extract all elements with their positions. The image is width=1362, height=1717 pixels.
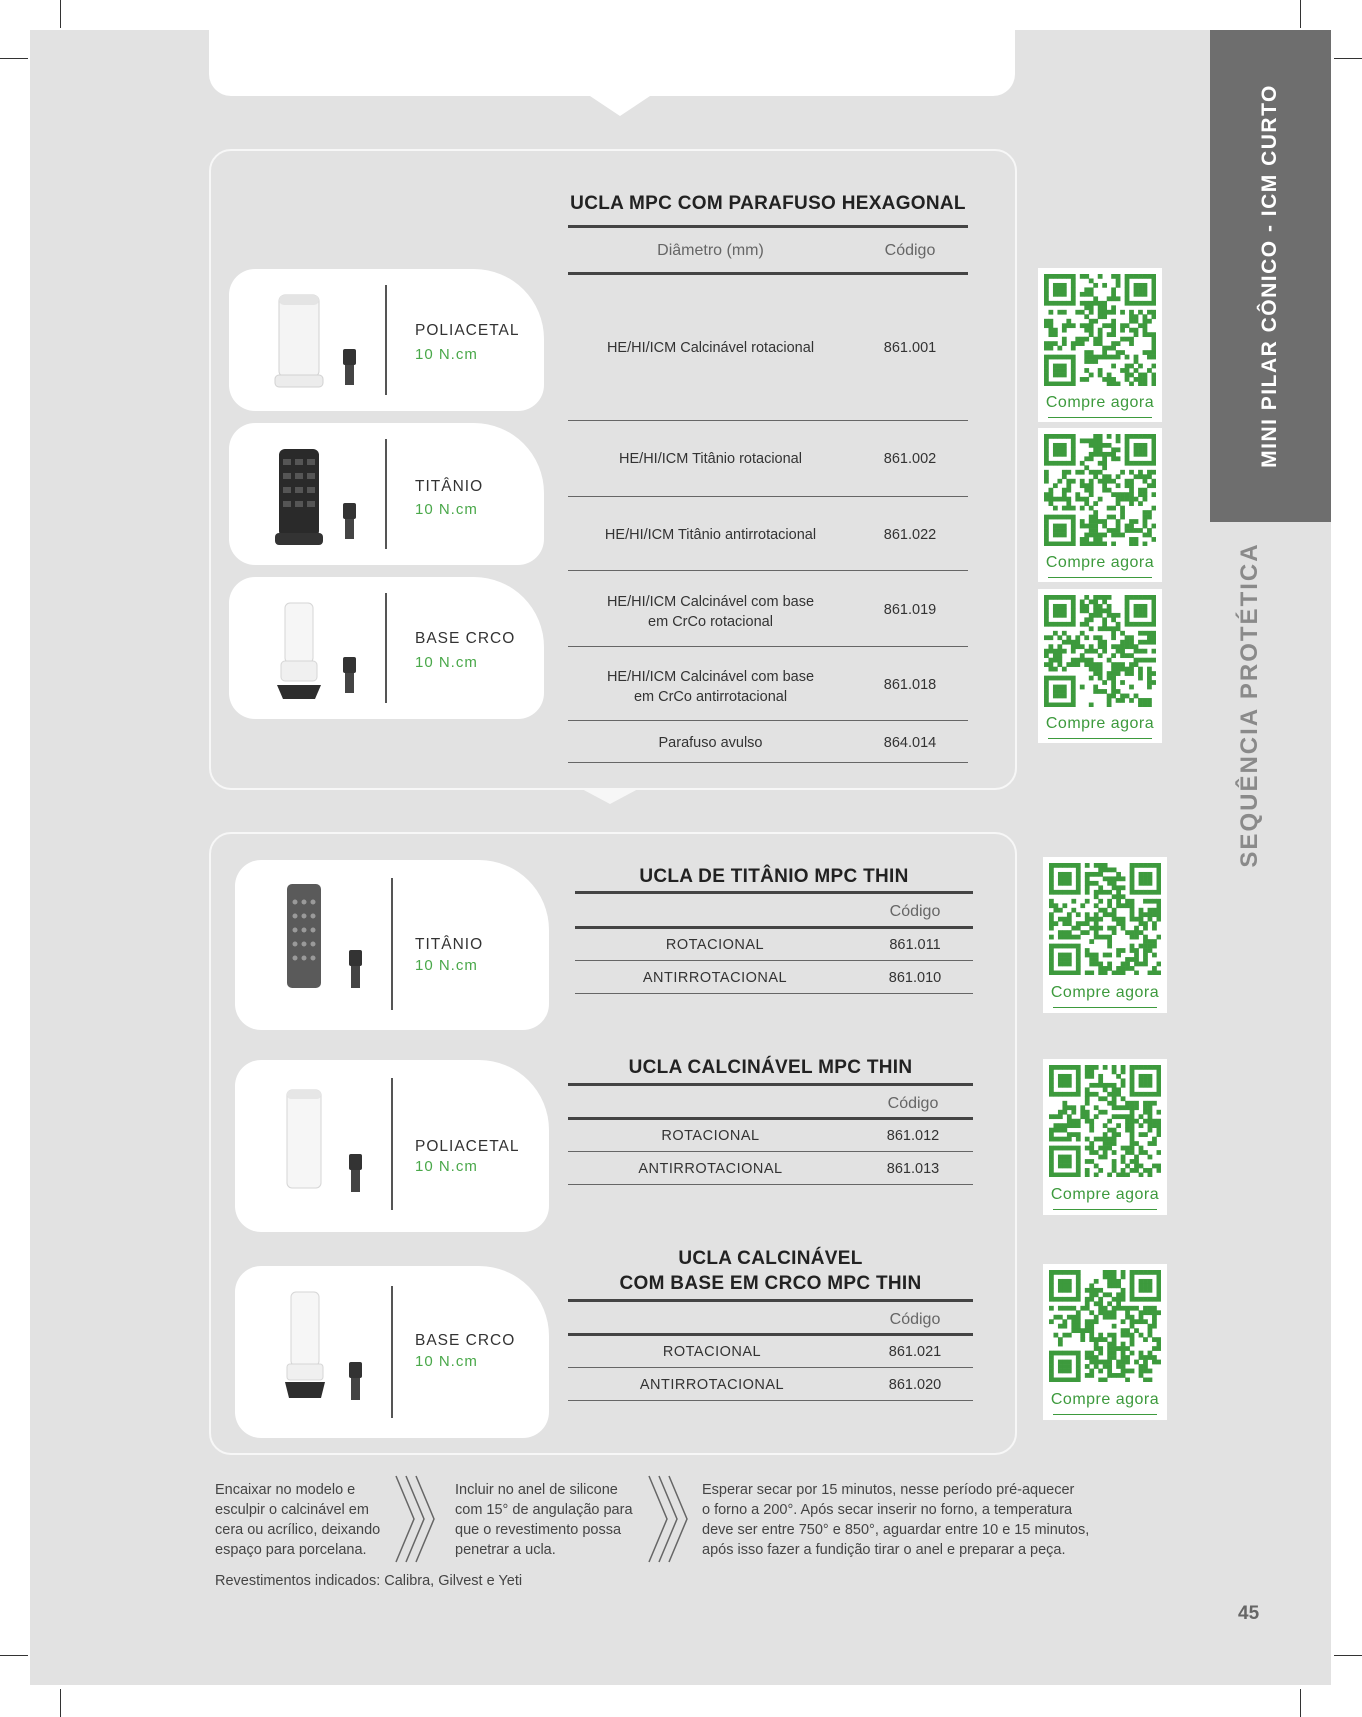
thin-row-label: ANTIRROTACIONAL	[642, 970, 788, 986]
product-card	[229, 423, 544, 565]
thin-row-label: ANTIRROTACIONAL	[639, 1377, 785, 1393]
qr-code-icon	[1044, 595, 1156, 707]
row-rule	[568, 1367, 973, 1368]
qr-code-card[interactable]	[1038, 428, 1162, 582]
card-divider	[391, 1078, 393, 1210]
card-divider	[385, 285, 387, 395]
cta-underline	[1048, 577, 1152, 578]
double-chevron-icon	[392, 1474, 440, 1564]
crop-mark	[60, 1689, 61, 1717]
thin-row-label: ANTIRROTACIONAL	[638, 1161, 783, 1177]
product-torque: 10 N.cm	[415, 1353, 478, 1370]
crop-mark	[0, 58, 28, 59]
row-rule	[568, 570, 968, 571]
product-material: TITÂNIO	[415, 478, 484, 495]
top-tab-notch	[590, 96, 650, 116]
row-rule	[568, 420, 968, 421]
product-card	[229, 269, 544, 411]
thin-row-code: 861.010	[888, 970, 942, 986]
panel-notch	[580, 788, 640, 804]
buy-now-link[interactable]: Compre agora	[1045, 554, 1155, 571]
product-torque: 10 N.cm	[415, 501, 478, 518]
buy-now-link[interactable]: Compre agora	[1050, 1391, 1160, 1408]
qr-code-card[interactable]	[1038, 589, 1162, 743]
product-material: TITÂNIO	[415, 936, 484, 953]
card-divider	[391, 1286, 393, 1418]
recommended-coatings-note: Revestimentos indicados: Calibra, Gilvest e Yeti	[215, 1573, 523, 1589]
header-rule	[568, 1333, 973, 1336]
product-torque: 10 N.cm	[415, 654, 478, 671]
step-1-text: Encaixar no modelo e esculpir o calcinável em cera ou acrílico, deixando espaço para porcelana.	[215, 1482, 381, 1558]
qr-code-icon	[1044, 434, 1156, 546]
titanium-thin-ucla-image	[265, 878, 385, 1004]
cta-underline	[1053, 1007, 1157, 1008]
section-title-dark: MINI PILAR CÔNICO - ICM CURTO	[1258, 84, 1281, 468]
title-rule	[568, 1299, 973, 1302]
qr-code-card[interactable]	[1038, 268, 1162, 422]
white-ucla-image	[259, 279, 379, 405]
hex-row-desc: HE/HI/ICM Calcinável rotacional	[606, 340, 815, 356]
hex-row-code: 861.002	[883, 451, 937, 467]
white-thin-ucla-image	[265, 1080, 385, 1206]
hex-row-code: 864.014	[883, 735, 937, 751]
cta-underline	[1053, 1414, 1157, 1415]
title-rule	[568, 225, 968, 228]
col-code-header: Código	[884, 242, 936, 259]
product-material: POLIACETAL	[415, 322, 520, 339]
qr-code-card[interactable]	[1043, 1059, 1167, 1215]
product-material: POLIACETAL	[415, 1138, 520, 1155]
product-material: BASE CRCO	[415, 630, 516, 647]
product-card	[235, 860, 549, 1030]
row-rule	[568, 646, 968, 647]
hex-row-desc: Parafuso avulso	[658, 735, 763, 751]
col-code-header: Código	[889, 1311, 941, 1328]
thin-row-label: ROTACIONAL	[661, 1128, 760, 1144]
hex-row-desc: HE/HI/ICM Calcinável com base em CrCo antirrotacional	[606, 669, 815, 705]
qr-code-icon	[1049, 1270, 1161, 1382]
thin-row-code: 861.012	[886, 1128, 940, 1144]
base-crco-thin-ucla-image	[265, 1288, 385, 1414]
hex-row-desc: HE/HI/ICM Titânio rotacional	[619, 451, 802, 467]
thin-row-label: ROTACIONAL	[662, 1344, 762, 1360]
col-diameter-header: Diâmetro (mm)	[657, 242, 764, 259]
row-rule	[568, 762, 968, 763]
hex-row-code: 861.001	[883, 340, 937, 356]
card-divider	[385, 593, 387, 703]
thin-row-code: 861.011	[889, 937, 941, 953]
hex-row-desc: HE/HI/ICM Titânio antirrotacional	[604, 527, 817, 543]
step-3-text: Esperar secar por 15 minutos, nesse período pré-aquecer o forno a 200°. Após secar inserir no forno, a temperatura deve ser entre 750° e 850°, aguardar entre 10 e 15 minutos, após isso fazer a fundição tirar o anel e preparar a peça.	[702, 1482, 1090, 1558]
hex-row-code: 861.019	[883, 602, 937, 618]
title-rule	[575, 891, 973, 894]
thin-row-label: ROTACIONAL	[665, 937, 765, 953]
thin-title-line1: UCLA CALCINÁVEL	[678, 1248, 863, 1269]
card-divider	[391, 878, 393, 1010]
product-torque: 10 N.cm	[415, 957, 478, 974]
cta-underline	[1048, 738, 1152, 739]
buy-now-link[interactable]: Compre agora	[1050, 984, 1160, 1001]
top-tab	[209, 30, 1015, 96]
hex-row-desc: HE/HI/ICM Calcinável com base em CrCo rotacional	[606, 594, 815, 630]
buy-now-link[interactable]: Compre agora	[1050, 1186, 1160, 1203]
cta-underline	[1053, 1209, 1157, 1210]
crop-mark	[1334, 58, 1362, 59]
cta-underline	[1048, 417, 1152, 418]
header-rule	[568, 1117, 973, 1120]
thin-row-code: 861.013	[886, 1161, 940, 1177]
section-title-light: SEQUÊNCIA PROTÉTICA	[1236, 542, 1263, 868]
title-rule	[568, 1083, 973, 1086]
thin-title-line2: COM BASE EM CRCO MPC THIN	[619, 1273, 922, 1294]
crop-mark	[60, 0, 61, 28]
thin-title: UCLA CALCINÁVEL MPC THIN	[628, 1057, 913, 1078]
col-code-header: Código	[887, 1095, 939, 1112]
thin-row-code: 861.021	[888, 1344, 942, 1360]
card-divider	[385, 439, 387, 549]
buy-now-link[interactable]: Compre agora	[1045, 715, 1155, 732]
row-rule	[568, 1184, 973, 1185]
page-number: 45	[1238, 1603, 1260, 1624]
qr-code-card[interactable]	[1043, 1264, 1167, 1420]
thin-row-code: 861.020	[888, 1377, 942, 1393]
hex-row-code: 861.022	[883, 527, 937, 543]
row-rule	[568, 720, 968, 721]
row-rule	[568, 1151, 973, 1152]
row-rule	[575, 960, 973, 961]
crop-mark	[0, 1655, 28, 1656]
product-torque: 10 N.cm	[415, 1158, 478, 1175]
product-card	[235, 1266, 549, 1438]
double-chevron-icon	[645, 1474, 693, 1564]
row-rule	[575, 993, 973, 994]
product-card	[235, 1060, 549, 1232]
crop-mark	[1300, 1689, 1301, 1717]
product-torque: 10 N.cm	[415, 346, 478, 363]
step-2-text: Incluir no anel de silicone com 15° de angulação para que o revestimento possa penetrar a ucla.	[455, 1482, 633, 1558]
product-material: BASE CRCO	[415, 1332, 516, 1349]
qr-code-icon	[1049, 863, 1161, 975]
qr-code-card[interactable]	[1043, 857, 1167, 1013]
hex-row-code: 861.018	[883, 677, 937, 693]
crop-mark	[1334, 1655, 1362, 1656]
row-rule	[568, 496, 968, 497]
thin-title: UCLA DE TITÂNIO MPC THIN	[639, 866, 909, 887]
crop-mark	[1300, 0, 1301, 28]
hex-section-title: UCLA MPC COM PARAFUSO HEXAGONAL	[570, 193, 966, 214]
qr-code-icon	[1049, 1065, 1161, 1177]
col-code-header: Código	[889, 903, 941, 920]
product-card	[229, 577, 544, 719]
header-rule	[568, 272, 968, 275]
row-rule	[568, 1400, 973, 1401]
black-ucla-image	[259, 433, 379, 559]
qr-code-icon	[1044, 274, 1156, 386]
buy-now-link[interactable]: Compre agora	[1045, 394, 1155, 411]
header-rule	[575, 926, 973, 929]
base-crco-ucla-image	[259, 587, 379, 713]
